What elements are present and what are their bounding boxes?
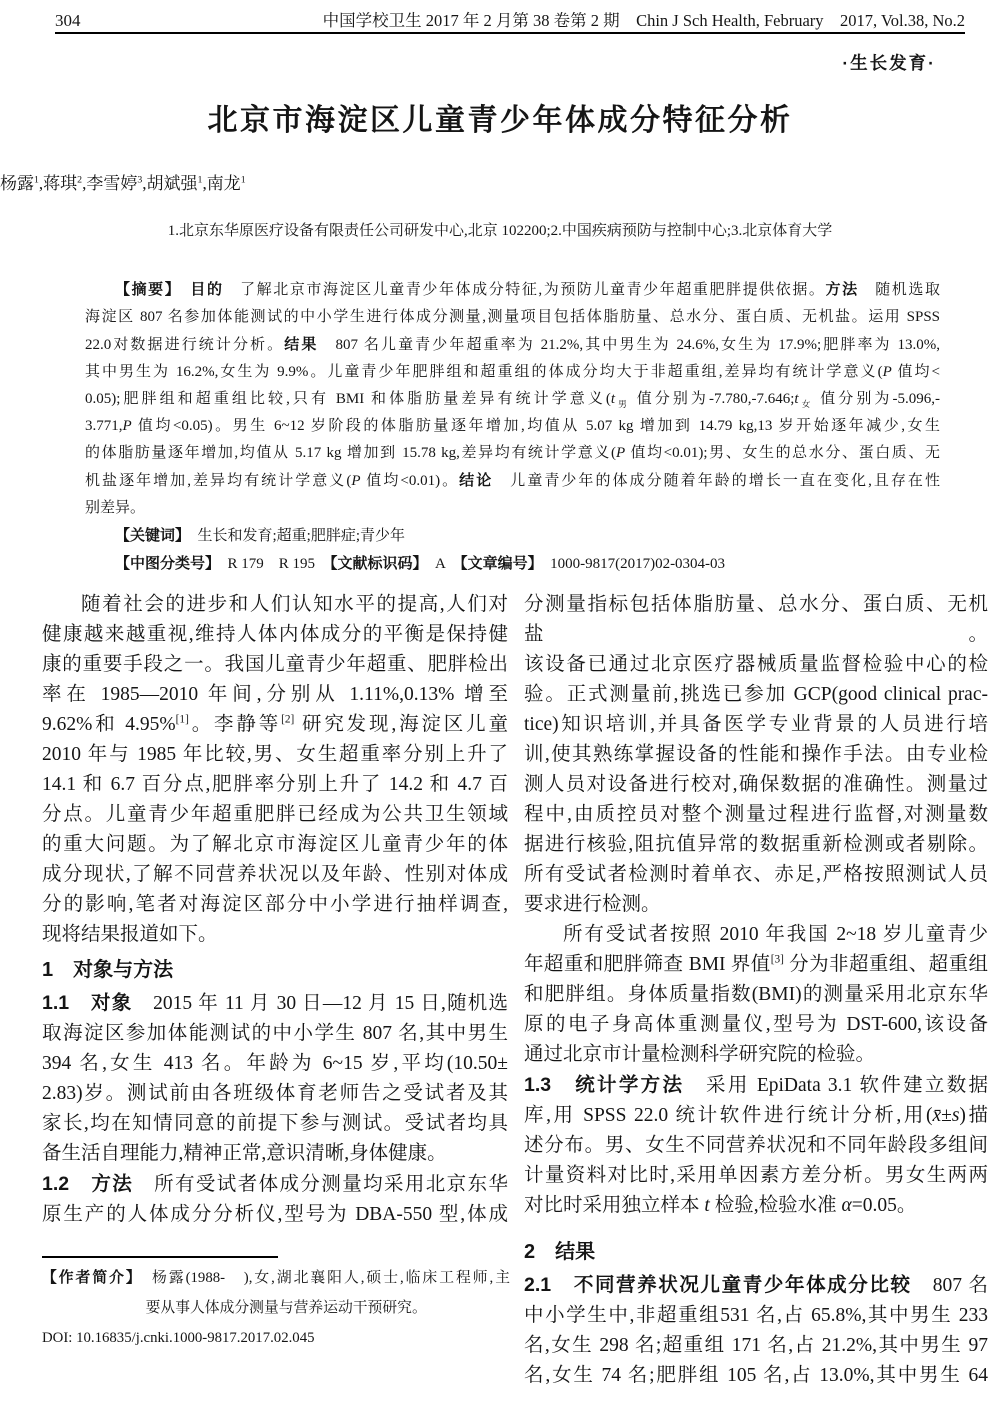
text-line: 所有受试者检测时着单衣、赤足,严格按照测试人员 [524, 864, 988, 885]
page-number: 304 [55, 11, 81, 30]
text-line: 年超重和肥胖筛查 BMI 界值[3] 分为非超重组、超重组 [524, 953, 988, 975]
text-line: 备生活自理能力,精神正常,意识清晰,身体健康。 [42, 1143, 447, 1164]
text-line: 的体脂肪量逐年增加,均值从 5.17 kg 增加到 15.78 kg,差异均有统计学意义(P 值均<0.01);男、女生的总水分、蛋白质、无 [85, 445, 941, 461]
text-line: 机盐逐年增加,差异均有统计学意义(P 值均<0.01)。结论 儿童青少年的体成分随着年龄的增长一直在变化,且存在性 [85, 472, 940, 489]
text-line: tice)知识培训,并具备医学专业背景的人员进行培 [524, 714, 988, 735]
text-line: 分的影响,笔者对海淀区部分中小学进行抽样调查, [42, 894, 508, 915]
text-line: 2.1 不同营养状况儿童青少年体成分比较 807 名 [524, 1274, 988, 1296]
text-line: 中小学生中,非超重组531 名,占 65.8%,其中男生 233 [524, 1305, 988, 1326]
text-line: 【中图分类号】 R 179 R 195 【文献标识码】 A 【文章编号】 1000-9817(2017)02-0304-03 [115, 555, 726, 572]
text-line: 【关键词】 生长和发育;超重;肥胖症;青少年 [115, 527, 406, 544]
text-line: 2010 年与 1985 年比较,男、女生超重率分别上升了 [42, 744, 508, 765]
journal-info: 中国学校卫生 2017 年 2 月第 38 卷第 2 期 Chin J Sch Health, February 2017, Vol.38, No.2 [322, 11, 965, 30]
article-title: 北京市海淀区儿童青少年体成分特征分析 [207, 104, 793, 137]
text-line: 该设备已通过北京医疗器械质量监督检验中心的检 [524, 654, 988, 675]
section-heading: 2 结果 [524, 1241, 596, 1263]
text-line: 训,使其熟练掌握设备的性能和操作手法。由专业检 [524, 744, 988, 765]
text-line: DOI: 10.16835/j.cnki.1000-9817.2017.02.045 [42, 1330, 315, 1346]
text-line: 通过北京市计量检测科学研究院的检验。 [524, 1044, 876, 1065]
text-line: 和肥胖组。身体质量指数(BMI)的测量采用北京东华 [524, 984, 988, 1005]
text-line: 随着社会的进步和人们认知水平的提高,人们对 [81, 594, 508, 615]
text-line: 14.1 和 6.7 百分点,肥胖率分别上升了 14.2 和 4.7 百 [42, 774, 508, 795]
text-line: 现将结果报道如下。 [42, 924, 218, 945]
text-line: 3.771,P 值均<0.05)。男生 6~12 岁阶段的体脂肪量逐年增加,均值从 5.07 kg 增加到 14.79 kg,13 岁开始逐年减少,女生 [85, 418, 940, 434]
text-line: 别差异。 [85, 500, 146, 516]
text-line: 【作者简介】 杨露(1988- ),女,湖北襄阳人,硕士,临床工程师,主 [42, 1270, 511, 1286]
text-line: 名,女生 298 名;超重组 171 名,占 21.2%,其中男生 97 [524, 1335, 988, 1356]
text-line: 据进行核验,阻抗值异常的数据重新检测或者剔除。 [524, 834, 988, 855]
text-line: 原的电子身高体重测量仪,型号为 DST-600,该设备 [524, 1014, 988, 1035]
text-line: 程中,由质控员对整个测量过程进行监督,对测量数 [524, 804, 988, 825]
text-line: 取海淀区参加体能测试的中小学生 807 名,其中男生 [42, 1023, 508, 1044]
text-line: 康的重要手段之一。我国儿童青少年超重、肥胖检出 [42, 654, 508, 675]
text-line: 测人员对设备进行校对,确保数据的准确性。测量过 [524, 774, 988, 795]
text-line: 2.83)岁。测试前由各班级体育老师告之受试者及其 [42, 1083, 508, 1104]
text-line: 的重大问题。为了解北京市海淀区儿童青少年的体 [42, 834, 508, 855]
text-line: 1.1 对象 2015 年 11 月 30 日—12 月 15 日,随机选 [42, 992, 509, 1014]
text-line: 海淀区 807 名参加体能测试的中小学生进行体成分测量,测量项目包括体脂肪量、总水分、蛋白质、无机盐。运用 SPSS [85, 309, 940, 325]
column-section-tag: ·生长发育· [842, 53, 936, 73]
text-line: 率在 1985—2010 年间,分别从 1.11%,0.13% 增至 [42, 684, 508, 705]
text-line: 要从事人体成分测量与营养运动干预研究。 [145, 1300, 427, 1316]
text-line: 健康越来越重视,维持人体内体成分的平衡是保持健 [42, 624, 508, 645]
text-line: 对比时采用独立样本 t 检验,检验水准 α=0.05。 [524, 1195, 917, 1216]
text-line: 分测量指标包括体脂肪量、总水分、蛋白质、无机盐。 [524, 594, 988, 645]
footnote-lines [42, 1263, 510, 1353]
page-header [55, 7, 965, 31]
text-line: 【摘要】 目的 了解北京市海淀区儿童青少年体成分特征,为预防儿童青少年超重肥胖提供依据。方法 随机选取 [115, 281, 940, 298]
text-line: 394 名,女生 413 名。年龄为 6~15 岁,平均(10.50± [42, 1053, 508, 1074]
text-line: 其中男生为 16.2%,女生为 9.9%。儿童青少年肥胖组和超重组的体成分均大于非超重组,差异均有统计学意义(P 值均< [85, 364, 940, 380]
text-line: 计量资料对比时,采用单因素方差分析。男女生两两 [524, 1165, 988, 1186]
text-line: 1.3 统计学方法 采用 EpiData 3.1 软件建立数据 [524, 1074, 989, 1096]
text-line: 要求进行检测。 [524, 894, 661, 915]
author-list [0, 169, 1000, 194]
section-heading: 1 对象与方法 [42, 959, 174, 981]
text-line: 库,用 SPSS 22.0 统计软件进行统计分析,用(x̄±s)描 [524, 1105, 989, 1126]
text-line: 述分布。男、女生不同营养状况和不同年龄段多组间 [524, 1135, 988, 1156]
text-line: 0.05);肥胖组和超重组比较,只有 BMI 和体脂肪量差异有统计学意义($t_男$ 值分别为$-7.780,-7.646;t_女$ 值分别为-5.096,- [85, 391, 940, 409]
text-line: 家长,均在知情同意的前提下参与测试。受试者均具 [42, 1113, 508, 1134]
footnote-block [42, 1256, 510, 1353]
abstract-block [85, 276, 940, 578]
affiliation-line: 1.北京东华原医疗设备有限责任公司研发中心,北京 102200;2.中国疾病预防与控制中心;3.北京体育大学 [167, 223, 833, 239]
footnote-rule [42, 1256, 278, 1258]
text-line: 验。正式测量前,挑选已参加 GCP(good clinical prac- [524, 684, 988, 705]
text-line: 所有受试者按照 2010 年我国 2~18 岁儿童青少 [563, 924, 988, 945]
right-column [524, 590, 988, 1391]
text-line: 原生产的人体成分分析仪,型号为 DBA-550 型,体成 [42, 1204, 508, 1225]
text-line: 名,女生 74 名;肥胖组 105 名,占 13.0%,其中男生 64 [524, 1365, 988, 1386]
text-line: 成分现状,了解不同营养状况以及年龄、性别对体成 [42, 864, 508, 885]
text-line: 分点。儿童青少年超重肥胖已经成为公共卫生领域 [42, 804, 508, 825]
text-line: 9.62%和 4.95%[1]。李静等[2] 研究发现,海淀区儿童 [42, 713, 508, 735]
text-line: 杨露$^1$,蒋琪$^2$,李雪婷$^3$,胡斌强$^1$,南龙$^1$ [0, 174, 246, 193]
text-line: 22.0对数据进行统计分析。结果 807 名儿童青少年超重率为 21.2%,其中男生为 24.6%,女生为 17.9%;肥胖率为 13.0%, [85, 336, 940, 353]
text-line: 1.2 方法 所有受试者体成分测量均采用北京东华 [42, 1173, 508, 1195]
header-rule [55, 32, 965, 34]
